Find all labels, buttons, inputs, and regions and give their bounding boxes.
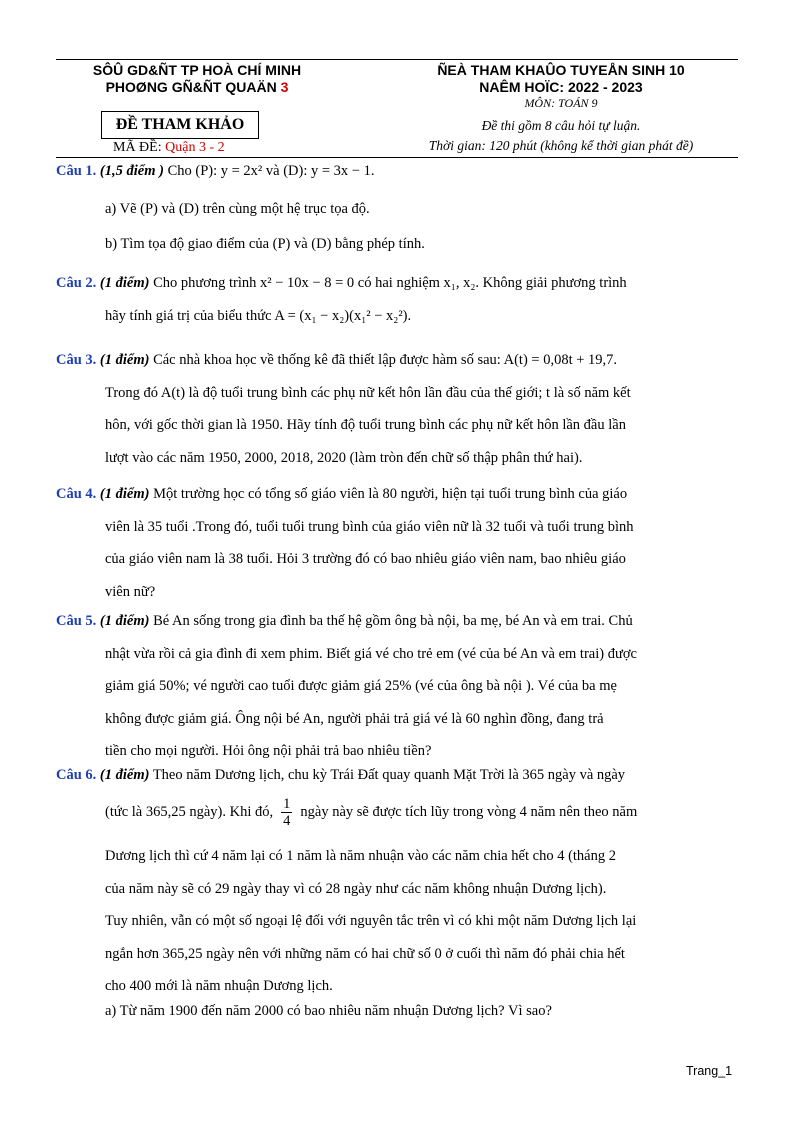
exam-code-value: Quận 3 - 2 bbox=[165, 140, 225, 155]
exam-code-label: MÃ ĐỀ: bbox=[113, 140, 162, 155]
q6-line3: Dương lịch thì cứ 4 năm lại có 1 năm là năm nhuận vào các năm chia hết cho 4 (tháng 2 bbox=[105, 848, 616, 864]
q6-text1: Theo năm Dương lịch, chu kỳ Trái Đất quay quanh Mặt Trời là 365 ngày và ngày bbox=[152, 767, 626, 783]
q1-part-a: a) Vẽ (P) và (D) trên cùng một hệ trục tọa độ. bbox=[105, 201, 370, 217]
question-4 bbox=[56, 478, 736, 608]
q4-line4: viên nữ? bbox=[105, 583, 156, 600]
exam-info-1: Đề thi gồm 8 câu hỏi tự luận. bbox=[481, 118, 641, 133]
q6-points: (1 điểm) bbox=[99, 767, 150, 783]
page-number: Trang_1 bbox=[686, 1064, 733, 1078]
q1-part-b: b) Tìm tọa độ giao điểm của (P) và (D) bằng phép tính. bbox=[105, 236, 425, 252]
q4-line1 bbox=[56, 478, 736, 511]
q4-text1: Một trường học có tổng số giáo viên là 80 người, hiện tại tuổi trung bình của giáo bbox=[153, 486, 628, 502]
q6-part-a: a) Từ năm 1900 đến năm 2000 có bao nhiêu năm nhuận Dương lịch? Vì sao? bbox=[105, 1003, 552, 1019]
q6-line2 bbox=[105, 796, 737, 829]
q5-line1 bbox=[56, 605, 736, 638]
fraction-one-quarter bbox=[281, 796, 292, 829]
q6-line2a: (tức là 365,25 ngày). Khi đó, bbox=[105, 804, 274, 820]
school-year: NAÊM HOÏC: 2022 - 2023 bbox=[479, 79, 643, 95]
department-line2-text: PHOØNG GÑ&ÑT QUAÄN bbox=[105, 79, 277, 95]
q5-line3: giảm giá 50%; vé người cao tuổi được giảm giá 25% (vé của ông bà nội ). Vé của ba mẹ bbox=[105, 678, 617, 694]
q3-text1: Các nhà khoa học về thống kê đã thiết lập được hàm số sau: A(t) = 0,08t + 19,7. bbox=[153, 352, 618, 368]
department-name bbox=[56, 62, 338, 96]
q6-line5: Tuy nhiên, vẫn có một số ngoại lệ đối với nguyên tắc trên vì có khi một năm Dương lịch lại bbox=[105, 913, 637, 929]
department-line1: SÔÛ GD&ÑT TP HOÀ CHÍ MINH bbox=[92, 62, 302, 78]
q5-number: Câu 5. bbox=[56, 613, 97, 629]
top-rule bbox=[56, 59, 738, 60]
district-number: 3 bbox=[280, 79, 289, 95]
q6-line6: ngắn hơn 365,25 ngày nên với những năm có hai chữ số 0 ở cuối thì năm đó phải chia hết bbox=[105, 945, 625, 962]
q1-points: (1,5 điểm ) bbox=[99, 163, 164, 179]
q6-line7: cho 400 mới là năm nhuận Dương lịch. bbox=[105, 978, 333, 994]
question-1 bbox=[56, 155, 736, 188]
q5-points: (1 điểm) bbox=[99, 613, 150, 629]
q2-points: (1 điểm) bbox=[99, 275, 150, 291]
q3-line1 bbox=[56, 344, 736, 377]
q3-line2: Trong đó A(t) là độ tuổi trung bình các phụ nữ kết hôn lần đầu của thế giới; t là số năm kết bbox=[105, 384, 631, 401]
q2-line1 bbox=[56, 267, 736, 300]
fraction-numerator: 1 bbox=[283, 796, 291, 812]
q3-line4: lượt vào các năm 1950, 2000, 2018, 2020 (làm tròn đến chữ số thập phân thứ hai). bbox=[105, 449, 583, 466]
exam-title bbox=[384, 62, 738, 96]
q4-points: (1 điểm) bbox=[99, 486, 150, 502]
question-6 bbox=[56, 759, 736, 792]
exam-info-2: Thời gian: 120 phút (không kể thời gian phát đề) bbox=[428, 138, 694, 153]
department-line2 bbox=[56, 79, 338, 96]
q5-text1: Bé An sống trong gia đình ba thế hệ gồm ông bà nội, ba mẹ, bé An và em trai. Chủ bbox=[153, 613, 633, 629]
q1-text: Cho (P): y = 2x² và (D): y = 3x − 1. bbox=[167, 163, 375, 179]
q6-line2b: ngày này sẽ được tích lũy trong vòng 4 năm nên theo năm bbox=[300, 804, 638, 820]
question-2 bbox=[56, 267, 736, 332]
q3-line3: hôn, với gốc thời gian là 1950. Hãy tính độ tuổi trung bình các phụ nữ kết hôn lần đầu lần bbox=[105, 417, 626, 433]
q6-line4: của năm này sẽ có 29 ngày thay vì có 28 ngày như các năm không nhuận Dương lịch). bbox=[105, 880, 607, 897]
q1-line bbox=[56, 155, 736, 188]
q3-points: (1 điểm) bbox=[99, 352, 150, 368]
q1-number: Câu 1. bbox=[56, 163, 97, 179]
q5-line4: không được giảm giá. Ông nội bé An, người phải trả giá vé là 60 nghìn đồng, đang trả bbox=[105, 710, 604, 727]
question-3 bbox=[56, 344, 736, 474]
q6-line1 bbox=[56, 759, 736, 792]
q4-line3: của giáo viên nam là 38 tuổi. Hỏi 3 trường đó có bao nhiêu giáo viên nam, bao nhiêu giáo bbox=[105, 551, 626, 567]
subject-label: MÔN: TOÁN 9 bbox=[524, 96, 598, 110]
exam-code bbox=[113, 140, 225, 156]
q2-number: Câu 2. bbox=[56, 275, 97, 291]
q4-line2: viên là 35 tuổi .Trong đó, tuổi tuổi trung bình của giáo viên nữ là 32 tuổi và tuổi trung bình bbox=[105, 518, 634, 535]
question-5 bbox=[56, 605, 736, 768]
q4-number: Câu 4. bbox=[56, 486, 97, 502]
q3-number: Câu 3. bbox=[56, 352, 97, 368]
q2-line2: hãy tính giá trị của biểu thức A = (x₁ − x₂)(x₁² − x₂²). bbox=[105, 307, 412, 324]
fraction-denominator: 4 bbox=[283, 813, 291, 829]
exam-title-line1: ÑEÀ THAM KHAÛO TUYEÅN SINH 10 bbox=[437, 62, 685, 78]
q6-number: Câu 6. bbox=[56, 767, 97, 783]
q2-text1: Cho phương trình x² − 10x − 8 = 0 có hai nghiệm x₁, x₂. Không giải phương trình bbox=[153, 275, 627, 291]
boxed-title: ĐỀ THAM KHẢO bbox=[101, 111, 259, 139]
question-6-cont bbox=[56, 840, 736, 1003]
q5-line2: nhật vừa rồi cả gia đình đi xem phim. Biết giá vé cho trẻ em (vé của bé An và em trai) được bbox=[105, 645, 637, 662]
q5-line5: tiền cho mọi người. Hỏi ông nội phải trả bao nhiêu tiền? bbox=[105, 743, 432, 759]
